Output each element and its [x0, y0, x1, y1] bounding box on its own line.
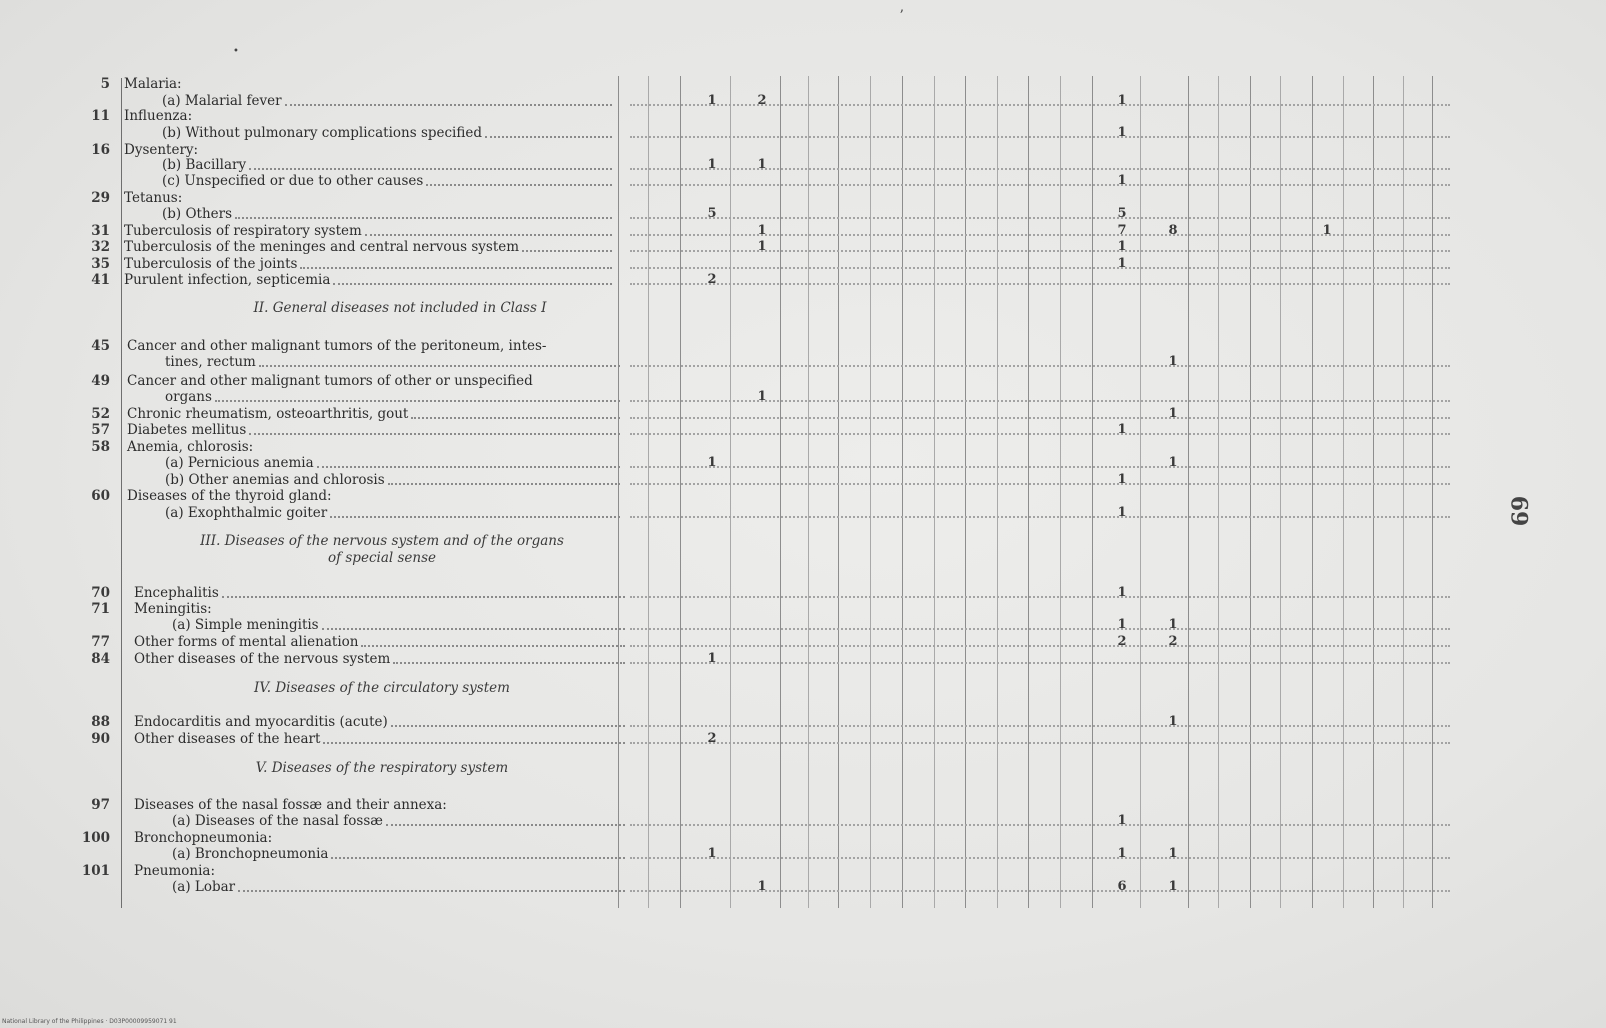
- label-leader-dots: [249, 419, 620, 435]
- cause-label: Chronic rheumatism, osteoarthritis, gout: [127, 406, 409, 422]
- count-cell: 2: [707, 272, 717, 287]
- count-cell: 1: [1117, 617, 1127, 632]
- row-values: [0, 846, 1606, 862]
- row-values: [0, 354, 1606, 370]
- cause-label: Cancer and other malignant tumors of other or unspecified: [127, 373, 533, 389]
- count-cell: 1: [757, 879, 767, 894]
- table-row: [0, 173, 1606, 189]
- cause-label: (a) Exophthalmic goiter: [165, 505, 328, 521]
- label-leader-dots: [333, 269, 612, 285]
- cause-label: Tuberculosis of the meninges and central nervous system: [124, 239, 520, 255]
- count-cell: 1: [707, 846, 717, 861]
- row-values: [0, 651, 1606, 667]
- cause-label: Other forms of mental alienation: [134, 634, 359, 650]
- count-cell: 1: [757, 223, 767, 238]
- table-row: [0, 125, 1606, 141]
- cause-label: Other diseases of the nervous system: [134, 651, 391, 667]
- page-number: 69: [1505, 495, 1532, 527]
- cause-label: Endocarditis and myocarditis (acute): [134, 714, 388, 730]
- section-heading: II. General diseases not included in Class I: [253, 300, 547, 316]
- cause-number: 35: [91, 256, 110, 272]
- cause-label: (b) Without pulmonary complications specified: [162, 125, 483, 141]
- count-cell: 1: [1168, 617, 1178, 632]
- label-leader-dots: [386, 810, 625, 826]
- cause-label: Tetanus:: [124, 190, 183, 206]
- row-values: [0, 125, 1606, 141]
- count-cell: 1: [757, 157, 767, 172]
- cause-label: Anemia, chlorosis:: [127, 439, 254, 455]
- cause-number: 71: [91, 601, 110, 617]
- table-row: [0, 272, 1606, 288]
- label-leader-dots: [388, 469, 620, 485]
- cause-label: (a) Bronchopneumonia: [172, 846, 329, 862]
- cause-label: Purulent infection, septicemia: [124, 272, 331, 288]
- label-leader-dots: [485, 122, 612, 138]
- row-values: [0, 505, 1606, 521]
- count-cell: 5: [707, 206, 717, 221]
- count-cell: 5: [1117, 206, 1127, 221]
- cause-label: Cancer and other malignant tumors of the peritoneum, intes-: [127, 338, 547, 354]
- cause-label: (a) Diseases of the nasal fossæ: [172, 813, 383, 829]
- row-values: [0, 472, 1606, 488]
- table-row: [0, 93, 1606, 109]
- cause-label: Dysentery:: [124, 142, 199, 158]
- count-cell: 1: [1117, 422, 1127, 437]
- cause-label: Encephalitis: [134, 585, 219, 601]
- count-cell: 1: [707, 157, 717, 172]
- cause-number: 29: [91, 190, 110, 206]
- cause-label: (b) Bacillary: [162, 157, 247, 173]
- label-leader-dots: [235, 203, 612, 219]
- row-values: [0, 173, 1606, 189]
- table-row: [0, 813, 1606, 829]
- count-cell: 1: [1168, 846, 1178, 861]
- label-leader-dots: [361, 631, 625, 647]
- cause-number: 41: [91, 272, 110, 288]
- label-leader-dots: [323, 728, 625, 744]
- cause-label: organs: [165, 389, 212, 405]
- count-cell: 1: [1117, 472, 1127, 487]
- cause-label: Tuberculosis of respiratory system: [124, 223, 362, 239]
- count-cell: 1: [707, 651, 717, 666]
- row-values: [0, 93, 1606, 109]
- cause-number: 49: [91, 373, 110, 389]
- cause-number: 11: [91, 108, 110, 124]
- ink-mark: ʼ: [899, 8, 904, 24]
- cause-number: 101: [81, 863, 110, 879]
- table-row: [0, 472, 1606, 488]
- cause-label: (c) Unspecified or due to other causes: [162, 173, 424, 189]
- label-leader-dots: [238, 876, 625, 892]
- count-cell: 2: [1117, 634, 1127, 649]
- table-row: [0, 505, 1606, 521]
- label-leader-dots: [393, 648, 625, 664]
- table-row: [0, 585, 1606, 601]
- count-cell: 1: [1117, 125, 1127, 140]
- label-leader-dots: [222, 582, 625, 598]
- count-cell: 1: [757, 389, 767, 404]
- section-heading: of special sense: [327, 550, 437, 566]
- count-cell: 2: [757, 93, 767, 108]
- cause-label: Diseases of the thyroid gland:: [127, 488, 332, 504]
- cause-label: Pneumonia:: [134, 863, 215, 879]
- count-cell: 1: [1168, 714, 1178, 729]
- cause-number: 32: [91, 239, 110, 255]
- table-row: [0, 422, 1606, 438]
- count-cell: 2: [1168, 634, 1178, 649]
- count-cell: 1: [707, 455, 717, 470]
- label-leader-dots: [249, 154, 612, 170]
- count-cell: 1: [1117, 93, 1127, 108]
- label-leader-dots: [365, 220, 612, 236]
- cause-number: 31: [91, 223, 110, 239]
- footer-note: National Library of the Philippines · D03P00009959071 91: [2, 1018, 177, 1025]
- cause-number: 88: [91, 714, 110, 730]
- cause-number: 100: [81, 830, 110, 846]
- label-leader-dots: [391, 711, 625, 727]
- cause-number: 90: [91, 731, 110, 747]
- cause-label: (a) Malarial fever: [162, 93, 282, 109]
- count-cell: 1: [1117, 585, 1127, 600]
- cause-number: 70: [91, 585, 110, 601]
- cause-number: 5: [100, 76, 110, 92]
- count-cell: 1: [1168, 354, 1178, 369]
- count-cell: 8: [1168, 223, 1178, 238]
- cause-number: 60: [91, 488, 110, 504]
- ink-dot: •: [233, 46, 239, 57]
- count-cell: 1: [1168, 455, 1178, 470]
- cause-label: Meningitis:: [134, 601, 212, 617]
- row-values: [0, 731, 1606, 747]
- count-cell: 1: [1117, 239, 1127, 254]
- count-cell: 1: [1117, 505, 1127, 520]
- label-leader-dots: [331, 843, 625, 859]
- label-leader-dots: [411, 403, 620, 419]
- cause-label: (b) Other anemias and chlorosis: [165, 472, 385, 488]
- cause-label: Bronchopneumonia:: [134, 830, 273, 846]
- label-leader-dots: [285, 90, 612, 106]
- label-leader-dots: [300, 253, 612, 269]
- count-cell: 1: [1117, 813, 1127, 828]
- cause-label: Other diseases of the heart: [134, 731, 321, 747]
- count-cell: 1: [757, 239, 767, 254]
- row-values: [0, 813, 1606, 829]
- label-leader-dots: [215, 386, 620, 402]
- count-cell: 1: [1117, 256, 1127, 271]
- cause-number: 45: [91, 338, 110, 354]
- label-leader-dots: [426, 170, 612, 186]
- section-heading: IV. Diseases of the circulatory system: [254, 680, 510, 696]
- cause-label: (b) Others: [162, 206, 233, 222]
- cause-number: 97: [91, 797, 110, 813]
- section-heading: III. Diseases of the nervous system and of the organs: [200, 533, 564, 549]
- count-cell: 1: [707, 93, 717, 108]
- cause-number: 57: [91, 422, 110, 438]
- section-heading: V. Diseases of the respiratory system: [255, 760, 509, 776]
- count-cell: 1: [1322, 223, 1332, 238]
- cause-label: (a) Simple meningitis: [172, 617, 319, 633]
- label-leader-dots: [259, 351, 620, 367]
- cause-number: 58: [91, 439, 110, 455]
- cause-number: 84: [91, 651, 110, 667]
- cause-label: Diabetes mellitus: [127, 422, 247, 438]
- table-row: [0, 846, 1606, 862]
- label-leader-dots: [322, 614, 625, 630]
- table-row: [0, 354, 1606, 370]
- count-cell: 1: [1117, 846, 1127, 861]
- cause-label: (a) Lobar: [172, 879, 236, 895]
- count-cell: 6: [1117, 879, 1127, 894]
- label-leader-dots: [522, 236, 612, 252]
- table-row: [0, 879, 1606, 895]
- cause-label: tines, rectum: [165, 354, 256, 370]
- cause-number: 77: [91, 634, 110, 650]
- table-row: [0, 731, 1606, 747]
- count-cell: 1: [1168, 406, 1178, 421]
- label-leader-dots: [330, 502, 620, 518]
- cause-label: (a) Pernicious anemia: [165, 455, 314, 471]
- count-cell: 1: [1168, 879, 1178, 894]
- cause-label: Tuberculosis of the joints: [124, 256, 298, 272]
- cause-number: 52: [91, 406, 110, 422]
- label-leader-dots: [317, 452, 620, 468]
- row-values: [0, 422, 1606, 438]
- row-values: [0, 272, 1606, 288]
- cause-label: Influenza:: [124, 108, 193, 124]
- count-cell: 7: [1117, 223, 1127, 238]
- count-cell: 1: [1117, 173, 1127, 188]
- cause-label: Malaria:: [124, 76, 182, 92]
- table-row: [0, 651, 1606, 667]
- cause-label: Diseases of the nasal fossæ and their annexa:: [134, 797, 447, 813]
- cause-number: 16: [91, 142, 110, 158]
- count-cell: 2: [707, 731, 717, 746]
